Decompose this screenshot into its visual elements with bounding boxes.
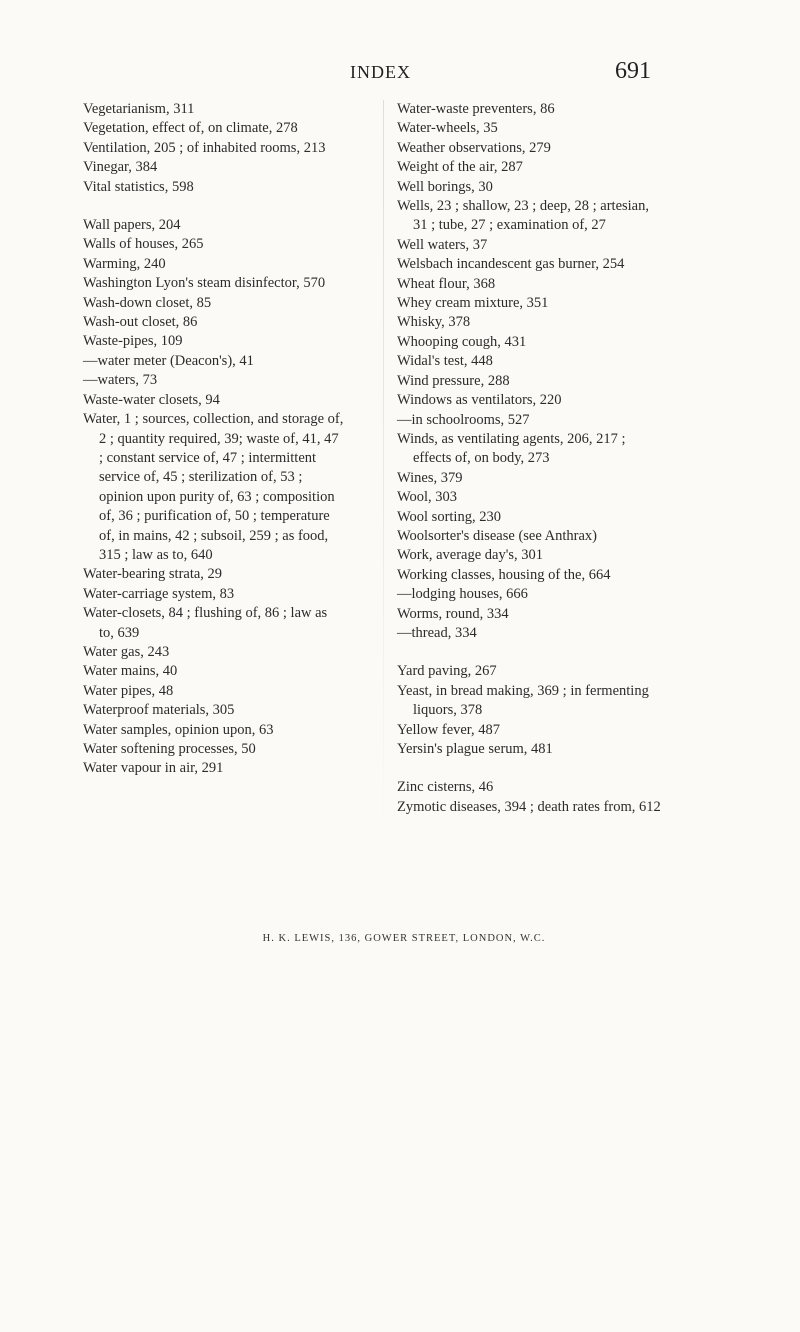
index-column-left	[83, 100, 345, 779]
index-entry: Wines, 379	[397, 469, 463, 486]
index-entry: Weight of the air, 287	[397, 159, 523, 176]
index-entry: —thread, 334	[397, 624, 477, 641]
index-entry: Working classes, housing of the, 664	[397, 566, 611, 583]
index-entry: Worms, round, 334	[397, 605, 509, 622]
index-entry: —water meter (Deacon's), 41	[83, 352, 254, 369]
index-entry: Whey cream mixture, 351	[397, 295, 549, 312]
index-entry: Yellow fever, 487	[397, 721, 501, 738]
index-entry: Vegetarianism, 311	[83, 101, 195, 117]
printer-imprint	[0, 933, 800, 944]
index-entry: Zinc cisterns, 46	[397, 779, 494, 796]
index-entry: Wheat flour, 368	[397, 275, 496, 292]
index-entry: Waste-pipes, 109	[83, 333, 183, 350]
index-entry: Wash-down closet, 85	[83, 294, 212, 311]
index-entry: Vital statistics, 598	[83, 178, 194, 195]
index-entry: Walls of houses, 265	[83, 236, 204, 253]
index-entry: Ventilation, 205 ; of inhabited rooms, 213	[83, 139, 326, 156]
index-entry: Water-carriage system, 83	[83, 585, 235, 602]
index-entry: Yard paving, 267	[397, 663, 497, 680]
index-entry: Yeast, in bread making, 369 ; in fermenting liquors, 378	[397, 682, 649, 719]
index-entry: Waste-water closets, 94	[83, 391, 220, 408]
index-entry: Warming, 240	[83, 255, 166, 272]
index-entry: Water samples, opinion upon, 63	[83, 721, 274, 738]
index-entry: Water-wheels, 35	[397, 120, 498, 137]
index-entry: Winds, as ventilating agents, 206, 217 ; effects of, on body, 273	[397, 430, 626, 467]
index-entry: Vinegar, 384	[83, 159, 158, 176]
index-entry: Well waters, 37	[397, 236, 488, 253]
index-entry: Water softening processes, 50	[83, 741, 256, 757]
index-entry: Whooping cough, 431	[397, 333, 527, 350]
column-divider	[383, 100, 384, 840]
index-entry: —waters, 73	[83, 372, 158, 389]
index-entry: Work, average day's, 301	[397, 547, 543, 564]
index-entry: Zymotic diseases, 394 ; death rates from, 612	[397, 798, 661, 815]
index-entry: Yersin's plague serum, 481	[397, 741, 553, 757]
index-entry: Widal's test, 448	[397, 353, 493, 370]
page-number: 691	[615, 58, 651, 84]
index-entry: Water, 1 ; sources, collection, and storage of, 2 ; quantity required, 39; waste of, 41, 47 ; constant service of, 47 ; intermittent service of, 45 ; sterilization of, 53 ; opinion upon purity of, 63 ; composition of, 36 ; purification of, 50 ; temperature of, in mains, 42 ; subsoil, 259 ; as food, 315 ; law as to, 640	[83, 411, 344, 563]
index-entry: Water-waste preventers, 86	[397, 101, 555, 117]
index-entry: Water-bearing strata, 29	[83, 566, 223, 583]
index-entry: Wall papers, 204	[83, 217, 181, 234]
index-entry: Water gas, 243	[83, 643, 170, 660]
index-entry: Water pipes, 48	[83, 682, 174, 699]
index-column-right	[397, 100, 662, 817]
index-entry: Wells, 23 ; shallow, 23 ; deep, 28 ; artesian, 31 ; tube, 27 ; examination of, 27	[397, 198, 649, 234]
index-entry: Weather observations, 279	[397, 139, 551, 156]
index-entry: Water mains, 40	[83, 663, 178, 680]
index-entry: Waterproof materials, 305	[83, 702, 235, 719]
index-entry: —in schoolrooms, 527	[397, 411, 530, 428]
page-header	[0, 60, 800, 90]
index-entry: Well borings, 30	[397, 178, 493, 195]
index-entry: Whisky, 378	[397, 314, 471, 331]
index-entry: Water-closets, 84 ; flushing of, 86 ; law as to, 639	[83, 605, 328, 641]
index-entry: Water vapour in air, 291	[83, 760, 224, 777]
index-entry: Welsbach incandescent gas burner, 254	[397, 256, 625, 273]
index-entry: Wool, 303	[397, 489, 458, 506]
page-title: INDEX	[350, 62, 411, 82]
index-entry: Woolsorter's disease (see Anthrax)	[397, 527, 597, 544]
index-entry: Washington Lyon's steam disinfector, 570	[83, 275, 326, 292]
index-entry: Vegetation, effect of, on climate, 278	[83, 120, 298, 137]
index-entry: Wash-out closet, 86	[83, 314, 198, 331]
index-entry: Wind pressure, 288	[397, 372, 510, 389]
index-entry: —lodging houses, 666	[397, 586, 528, 603]
index-entry: Windows as ventilators, 220	[397, 392, 562, 409]
index-entry: Wool sorting, 230	[397, 508, 501, 525]
imprint-text: H. K. LEWIS, 136, GOWER STREET, LONDON, W.C.	[262, 933, 546, 944]
